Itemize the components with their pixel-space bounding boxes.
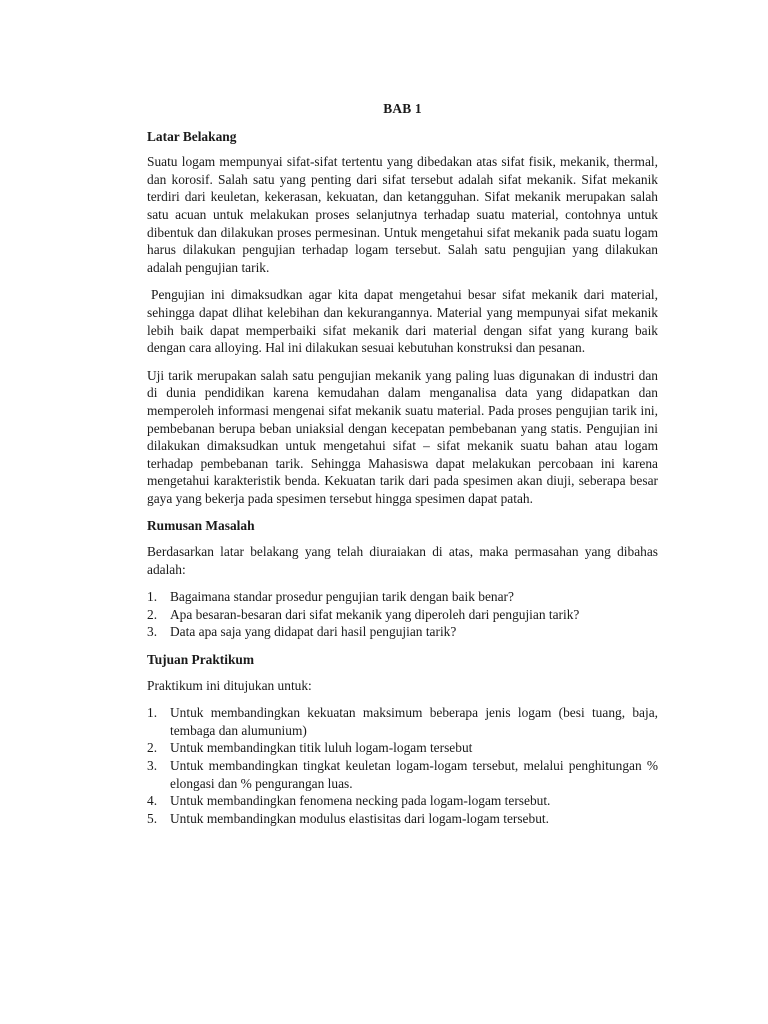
paragraph-latar-2: Pengujian ini dimaksudkan agar kita dapat mengetahui besar sifat mekanik dari material, sehingga dapat dlihat kelebihan dan kekurangannya. Material yang mempunyai sifat mekanik lebih baik dapat memperbaiki sifat mekanik dari material dengan sifat yang kurang baik dengan cara alloying. Hal ini dilakukan sesuai kebutuhan konstruksi dan pesanan. (147, 287, 658, 356)
tujuan-list (147, 704, 658, 827)
list-text: Untuk membandingkan titik luluh logam-logam tersebut (170, 740, 473, 756)
list-text: Data apa saja yang didapat dari hasil pengujian tarik? (170, 624, 457, 640)
list-number: 2. (147, 606, 158, 622)
paragraph-rumusan-intro: Berdasarkan latar belakang yang telah diuraiakan di atas, maka permasahan yang dibahas adalah: (147, 544, 658, 577)
list-item (147, 623, 658, 641)
list-text: Untuk membandingkan modulus elastisitas dari logam-logam tersebut. (170, 810, 549, 826)
list-item (147, 757, 658, 792)
document-page (147, 100, 658, 837)
list-number: 5. (147, 810, 158, 826)
heading-latar-belakang: Latar Belakang (147, 128, 237, 144)
list-item (147, 810, 658, 828)
list-item (147, 704, 658, 739)
paragraph-tujuan-intro: Praktikum ini ditujukan untuk: (147, 677, 312, 693)
list-item (147, 739, 658, 757)
list-number: 2. (147, 740, 158, 756)
heading-tujuan-praktikum: Tujuan Praktikum (147, 652, 255, 668)
list-text: Untuk membandingkan fenomena necking pada logam-logam tersebut. (170, 793, 551, 809)
list-number: 1. (147, 705, 158, 721)
list-number: 1. (147, 589, 158, 605)
list-number: 3. (147, 624, 158, 640)
paragraph-latar-3: Uji tarik merupakan salah satu pengujian mekanik yang paling luas digunakan di industri dan di dunia pendidikan karena kemudahan dalam menganalisa data yang didapatkan dan memperoleh informasi mengenai sifat mekanik suatu material. Pada proses pengujian tarik ini, pembebanan berupa beban uniaksial dengan kecepatan pembebanan yang statis. Pengujian ini dilakukan dimaksudkan untuk mengetahui sifat – sifat mekanik suatu bahan atau logam terhadap pembebanan tarik. Sehingga Mahasiswa dapat melakukan percobaan ini karena mengetahui karakteristik benda. Kekuatan tarik dari pada spesimen akan diuji, seberapa besar gaya yang bekerja pada spesimen tersebut hingga spesimen dapat patah. (147, 367, 658, 506)
rumusan-list (147, 588, 658, 641)
list-text: Untuk membandingkan kekuatan maksimum beberapa jenis logam (besi tuang, baja, tembaga dan alumunium) (170, 705, 658, 738)
list-number: 3. (147, 758, 158, 773)
list-text: Bagaimana standar prosedur pengujian tarik dengan baik benar? (170, 589, 514, 605)
list-number: 4. (147, 793, 158, 809)
list-text: Apa besaran-besaran dari sifat mekanik yang diperoleh dari pengujian tarik? (170, 606, 580, 622)
heading-rumusan-masalah: Rumusan Masalah (147, 518, 255, 534)
list-item (147, 588, 658, 606)
list-item (147, 792, 658, 810)
list-item (147, 606, 658, 624)
chapter-title: BAB 1 (383, 101, 422, 116)
list-text: Untuk membandingkan tingkat keuletan logam-logam tersebut, melalui penghitungan % elongasi dan % pengurangan luas. (170, 758, 658, 791)
paragraph-latar-1: Suatu logam mempunyai sifat-sifat tertentu yang dibedakan atas sifat fisik, mekanik, thermal, dan korosif. Salah satu yang penting dari sifat tersebut adalah sifat mekanik. Sifat mekanik terdiri dari keuletan, kekerasan, kekuatan, dan ketangguhan. Sifat mekanik merupakan salah satu acuan untuk melakukan proses selanjutnya terhadap suatu material, contohnya untuk dibentuk dan dilakukan proses permesinan. Untuk mengetahui sifat mekanik pada suatu logam harus dilakukan pengujian terhadap logam tersebut. Salah satu pengujian yang dilakukan adalah pengujian tarik. (147, 154, 658, 275)
